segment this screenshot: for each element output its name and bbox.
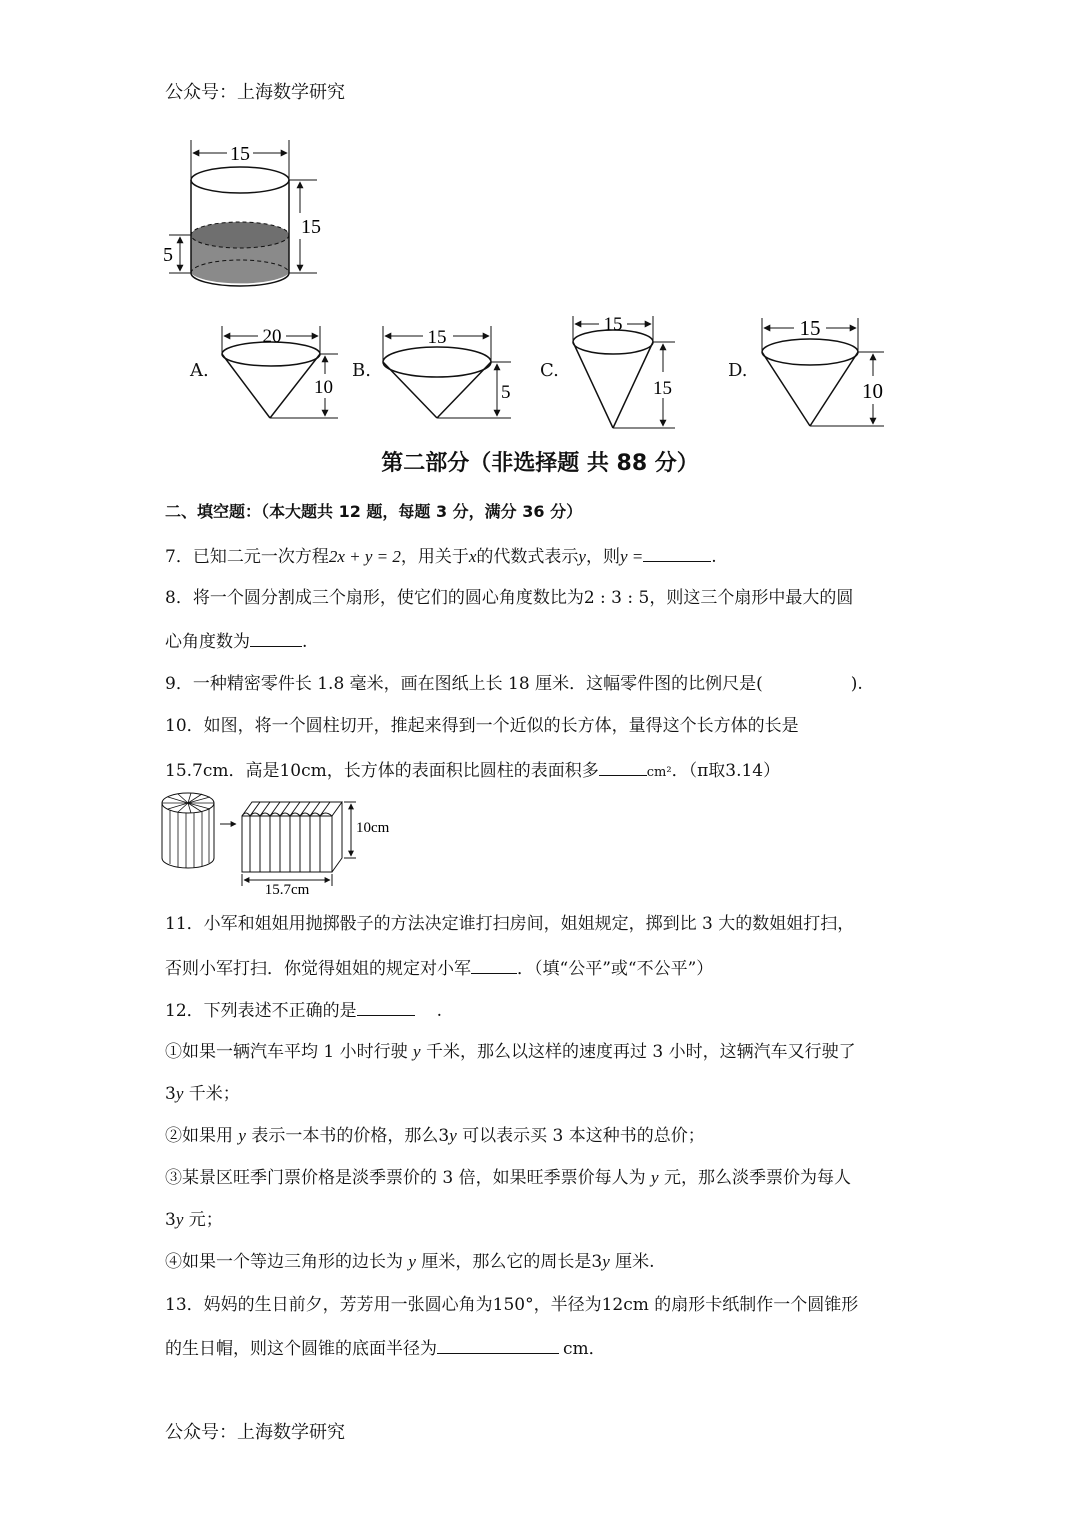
question-12-statement-4: ④如果一个等边三角形的边长为 y 厘米，那么它的周长是3y 厘米. — [165, 1252, 655, 1272]
page-header: 公众号：上海数学研究 — [165, 82, 345, 103]
question-8-line-2: 心角度数为 . — [165, 628, 307, 654]
answer-blank-12[interactable] — [357, 997, 415, 1016]
question-12-statement-2: ②如果用 y 表示一本书的价格，那么3y 可以表示买 3 本这种书的总价； — [165, 1126, 705, 1146]
question-12-statement-3-cont: 3y 元； — [165, 1210, 223, 1230]
cylinder-diameter-label: 15 — [230, 143, 250, 165]
option-a-letter: A. — [190, 360, 209, 381]
question-12-stem: 12．下列表述不正确的是 . — [165, 997, 442, 1023]
option-c-height: 15 — [653, 378, 672, 399]
part-title: 第二部分（非选择题 共 88 分） — [381, 451, 699, 476]
option-c-letter: C. — [540, 360, 559, 381]
option-a-diameter: 20 — [262, 326, 282, 347]
question-12-statement-1-cont: 3y 千米； — [165, 1084, 240, 1104]
question-10-line-1: 10．如图，将一个圆柱切开，推起来得到一个近似的长方体，量得这个长方体的长是 — [165, 716, 799, 736]
answer-blank-10[interactable] — [599, 757, 647, 776]
option-b-diameter: 15 — [427, 327, 447, 348]
question-11-line-2: 否则小军打扫．你觉得姐姐的规定对小军 ．（填“公平”或“不公平”） — [165, 955, 713, 981]
option-a-height: 10 — [314, 377, 333, 398]
cylinder-figure — [155, 135, 335, 295]
question-10-line-2: 15.7cm．高是10cm，长方体的表面积比圆柱的表面积多 cm²．（π取3.14） — [165, 757, 780, 785]
cuboid-height-label: 10cm — [356, 820, 390, 836]
page-footer: 公众号：上海数学研究 — [165, 1422, 345, 1443]
option-b-height: 5 — [501, 382, 511, 403]
option-b-letter: B. — [352, 360, 371, 381]
question-11-line-1: 11．小军和姐姐用抛掷骰子的方法决定谁打扫房间，姐姐规定，掷到比 3 大的数姐姐打扫， — [165, 914, 855, 934]
option-b-cone — [375, 318, 520, 428]
question-12-statement-1: ①如果一辆汽车平均 1 小时行驶 y 千米，那么以这样的速度再过 3 小时，这辆汽车又行驶了 — [165, 1042, 856, 1062]
option-c-cone — [563, 310, 693, 435]
question-12-statement-3: ③某景区旺季门票价格是淡季票价的 3 倍，如果旺季票价每人为 y 元，那么淡季票价为每人 — [165, 1168, 851, 1188]
answer-blank-7[interactable] — [643, 543, 711, 562]
option-d-cone — [752, 312, 897, 437]
water-height-label: 5 — [163, 244, 173, 266]
question-8-line-1: 8．将一个圆分割成三个扇形，使它们的圆心角度数比为2 : 3 : 5，则这三个扇形中最大的圆 — [165, 588, 854, 608]
cylinder-height-label: 15 — [301, 216, 321, 238]
option-d-diameter: 15 — [799, 316, 821, 340]
section-heading: 二、填空题：（本大题共 12 题，每题 3 分，满分 36 分） — [165, 502, 583, 521]
question-13-line-2: 的生日帽，则这个圆锥的底面半径为 cm． — [165, 1335, 606, 1361]
answer-blank-8[interactable] — [250, 628, 302, 647]
q10-figure — [158, 788, 408, 898]
question-9: 9．一种精密零件长 1.8 毫米，画在图纸上长 18 厘米．这幅零件图的比例尺是( ). — [165, 674, 863, 694]
answer-blank-11[interactable] — [471, 955, 517, 974]
option-d-letter: D. — [728, 360, 748, 381]
question-13-line-1: 13．妈妈的生日前夕，芳芳用一张圆心角为150°，半径为12cm 的扇形卡纸制作一个圆锥形 — [165, 1295, 859, 1315]
answer-blank-13[interactable] — [437, 1335, 559, 1354]
option-c-diameter: 15 — [603, 314, 623, 335]
option-d-height: 10 — [862, 379, 883, 403]
question-7: 7．已知二元一次方程2x + y = 2，用关于x的代数式表示y，则y = . — [165, 543, 717, 569]
cuboid-length-label: 15.7cm — [264, 882, 310, 898]
option-a-cone — [212, 318, 342, 428]
